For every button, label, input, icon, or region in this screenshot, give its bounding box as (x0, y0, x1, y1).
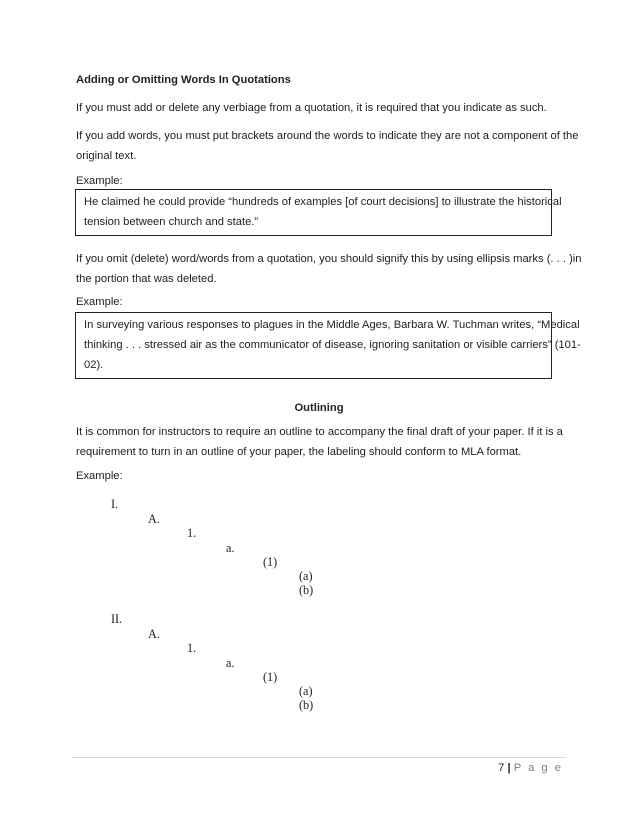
example-box-brackets-line1: He claimed he could provide “hundreds of examples [of court decisions] to illustrate the historical (84, 196, 562, 208)
example-box-ellipsis-line3: 02). (84, 359, 104, 371)
outline-paren-a-2: (a) (299, 684, 313, 698)
outline-lower-1: a. (226, 541, 235, 555)
outline-paren-number-2: (1) (263, 670, 278, 684)
example-label-2: Example: (76, 296, 123, 308)
paragraph-ellipsis-line2: the portion that was deleted. (76, 273, 217, 285)
footer-divider (72, 757, 566, 758)
outline-number-2: 1. (187, 641, 197, 655)
example-label-1: Example: (76, 175, 123, 187)
example-box-brackets-line2: tension between church and state.” (84, 216, 259, 228)
paragraph-outline-line1: It is common for instructors to require an outline to accompany the final draft of your paper. If it is a (76, 426, 563, 438)
example-box-brackets (75, 189, 562, 236)
outline-upper-2: A. (148, 627, 160, 641)
paragraph-ellipsis-line1: If you omit (delete) word/words from a quotation, you should signify this by using ellipsis marks (. . . )in (76, 253, 582, 265)
outline-paren-a-1: (a) (299, 569, 313, 583)
section-heading-quotations: Adding or Omitting Words In Quotations (76, 74, 291, 86)
example-box-ellipsis-line1: In surveying various responses to plagues in the Middle Ages, Barbara W. Tuchman writes, “Medical (84, 319, 580, 331)
paragraph-outline-line2: requirement to turn in an outline of your paper, the labeling should conform to MLA format. (76, 446, 522, 458)
page-footer (498, 760, 563, 776)
outline-lower-2: a. (226, 656, 235, 670)
outline-paren-b-2: (b) (299, 698, 314, 712)
outline-upper-1: A. (148, 512, 160, 526)
paragraph-brackets-line2: original text. (76, 150, 137, 162)
paragraph-add-delete: If you must add or delete any verbiage from a quotation, it is required that you indicate as such. (76, 102, 547, 114)
outline-roman-1: I. (111, 497, 119, 511)
page-word: P a g e (513, 762, 563, 774)
section-heading-outlining: Outlining (294, 402, 344, 414)
paragraph-brackets-line1: If you add words, you must put brackets around the words to indicate they are not a component of the (76, 130, 579, 142)
example-label-3: Example: (76, 470, 123, 482)
outline-paren-b-1: (b) (299, 583, 314, 597)
example-box-ellipsis-line2: thinking . . . stressed air as the communicator of disease, ignoring sanitation or visible carriers” (101- (84, 339, 581, 351)
outline-paren-number-1: (1) (263, 555, 278, 569)
outline-roman-2: II. (111, 612, 123, 626)
example-box-ellipsis (75, 312, 581, 379)
footer-separator: | (507, 762, 511, 774)
page-number: 7 (498, 762, 505, 774)
outline-number-1: 1. (187, 526, 197, 540)
